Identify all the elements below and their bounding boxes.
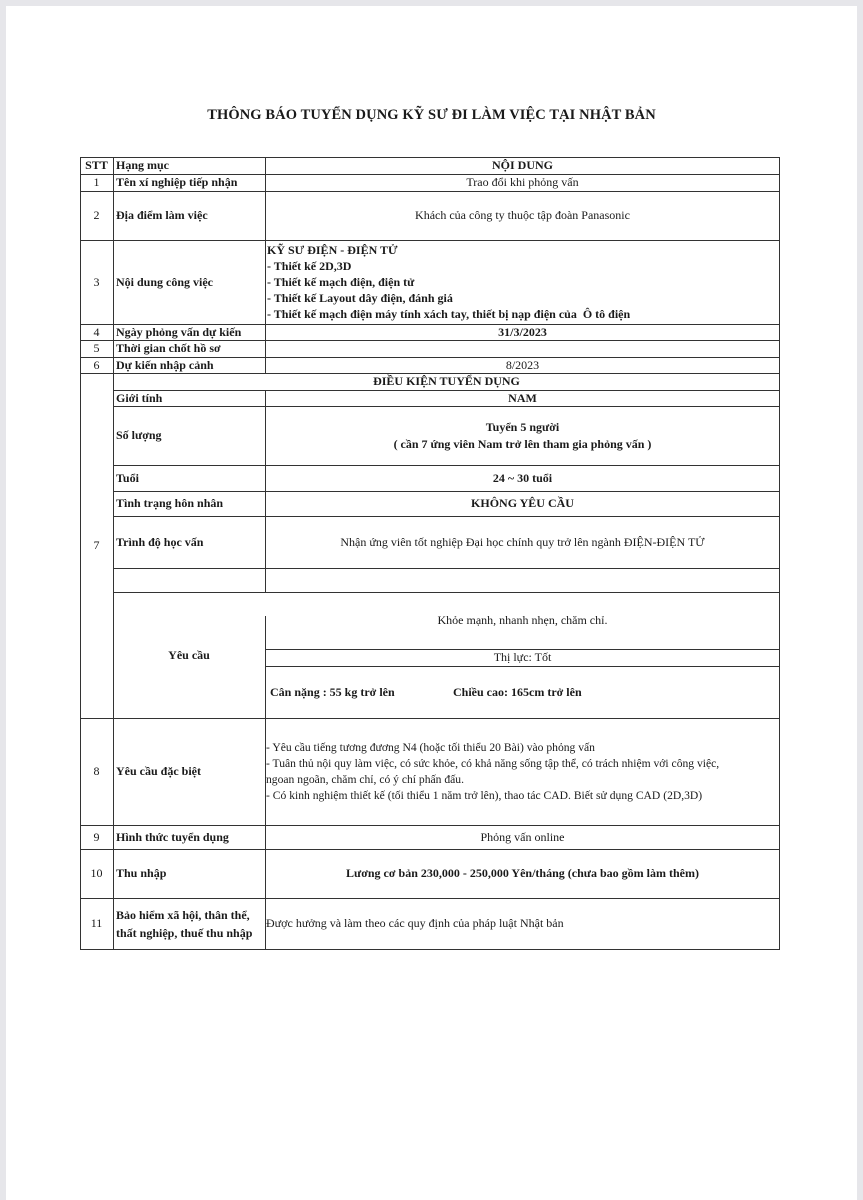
insurance-value: Được hưởng và làm theo các quy định của pháp luật Nhật bản (266, 916, 564, 930)
special-item: ngoan ngoãn, chăm chỉ, có ý chí phấn đấu. (266, 772, 464, 786)
job-item: - Thiết kế mạch điện máy tính xách tay, thiết bị nạp điện của Ô tô điện (267, 307, 631, 321)
count-note: ( cần 7 ứng viên Nam trở lên tham gia phỏng vấn ) (393, 436, 652, 451)
row-number: 3 (93, 274, 100, 289)
special-item: - Có kinh nghiệm thiết kế (tối thiểu 1 năm trở lên), thao tác CAD. Biết sử dụng CAD (2D,3D) (266, 788, 703, 802)
header-stt: STT (85, 158, 108, 172)
insurance-label (113, 898, 265, 949)
height-requirement: Chiều cao: 165cm trở lên (453, 684, 582, 699)
row-number: 2 (93, 208, 100, 222)
row-number: 1 (93, 175, 100, 189)
row-value: Trao đổi khi phỏng vấn (466, 175, 579, 189)
recruitment-table (80, 157, 780, 950)
deadline-value (265, 340, 780, 357)
count-value (265, 406, 780, 465)
requirements-label: Yêu cầu (168, 647, 210, 662)
marital-label: Tình trạng hôn nhân (116, 496, 224, 510)
special-requirements (266, 718, 780, 825)
row-label: Hình thức tuyển dụng (116, 829, 229, 844)
row-number: 8 (93, 764, 100, 778)
section-title: ĐIỀU KIỆN TUYỂN DỤNG (373, 374, 520, 388)
weight-requirement: Cân nặng : 55 kg trở lên (270, 684, 395, 699)
special-item: - Yêu cầu tiếng tương đương N4 (hoặc tối thiểu 20 Bài) vào phỏng vấn (266, 740, 595, 754)
row-label: Ngày phỏng vấn dự kiến (116, 324, 242, 339)
health-requirement: Khỏe mạnh, nhanh nhẹn, chăm chỉ. (437, 613, 608, 627)
job-title: KỸ SƯ ĐIỆN - ĐIỆN TỬ (267, 243, 398, 257)
insurance-label-line: Bảo hiểm xã hội, thân thể, (116, 907, 250, 922)
entry-date: 8/2023 (505, 357, 540, 372)
interview-date: 31/3/2023 (498, 324, 547, 339)
table-border-bottom (80, 949, 780, 950)
education-value: Nhận ứng viên tốt nghiệp Đại học chính quy trở lên ngành ĐIỆN-ĐIỆN TỬ (340, 534, 705, 549)
row-number: 10 (90, 866, 103, 880)
education-label: Trình độ học vấn (116, 534, 204, 549)
row-divider (113, 568, 780, 569)
row-value: Khách của công ty thuộc tập đoàn Panasonic (415, 208, 630, 222)
special-item: - Tuân thủ nội quy làm việc, có sức khỏe, có khả năng sống tập thể, có trách nhiệm với công việc, (266, 756, 720, 770)
gender-label: Giới tính (116, 390, 163, 405)
header-content: NỘI DUNG (491, 158, 553, 172)
salary-value: Lương cơ bản 230,000 - 250,000 Yên/tháng (chưa bao gồm làm thêm) (346, 866, 699, 880)
row-number: 5 (93, 341, 100, 355)
age-value: 24 ~ 30 tuổi (492, 470, 553, 485)
row-number: 4 (93, 324, 100, 339)
document-title: THÔNG BÁO TUYỂN DỤNG KỸ SƯ ĐI LÀM VIỆC TẠI NHẬT BẢN (207, 107, 656, 123)
gender-value: NAM (508, 390, 537, 405)
job-item: - Thiết kế Layout dây điện, đánh giá (267, 291, 453, 305)
row-label: Dự kiến nhập cảnh (116, 357, 214, 372)
header-category: Hạng mục (116, 158, 170, 172)
count-label: Số lượng (116, 428, 162, 442)
insurance-label-line: thất nghiệp, thuế thu nhập (116, 925, 253, 940)
vision-requirement: Thị lực: Tốt (493, 650, 552, 664)
row-number: 6 (93, 357, 100, 372)
row-label: Nội dung công việc (116, 274, 214, 289)
row-label: Thời gian chốt hồ sơ (116, 341, 221, 355)
row-number: 7 (93, 538, 100, 552)
age-label: Tuổi (116, 470, 139, 485)
job-item: - Thiết kế mạch điện, điện tử (267, 275, 415, 289)
row-number: 9 (93, 829, 100, 844)
job-description (266, 240, 780, 324)
row-label: Yêu cầu đặc biệt (116, 764, 201, 778)
recruitment-method: Phỏng vấn online (480, 829, 565, 844)
row-label: Địa điểm làm việc (116, 208, 208, 222)
row-label: Tên xí nghiệp tiếp nhận (116, 175, 238, 189)
job-item: - Thiết kế 2D,3D (267, 259, 352, 273)
row-label: Thu nhập (116, 866, 167, 880)
row-number: 11 (90, 916, 103, 930)
marital-value: KHÔNG YÊU CẦU (471, 496, 574, 510)
count-line: Tuyển 5 người (485, 419, 560, 434)
